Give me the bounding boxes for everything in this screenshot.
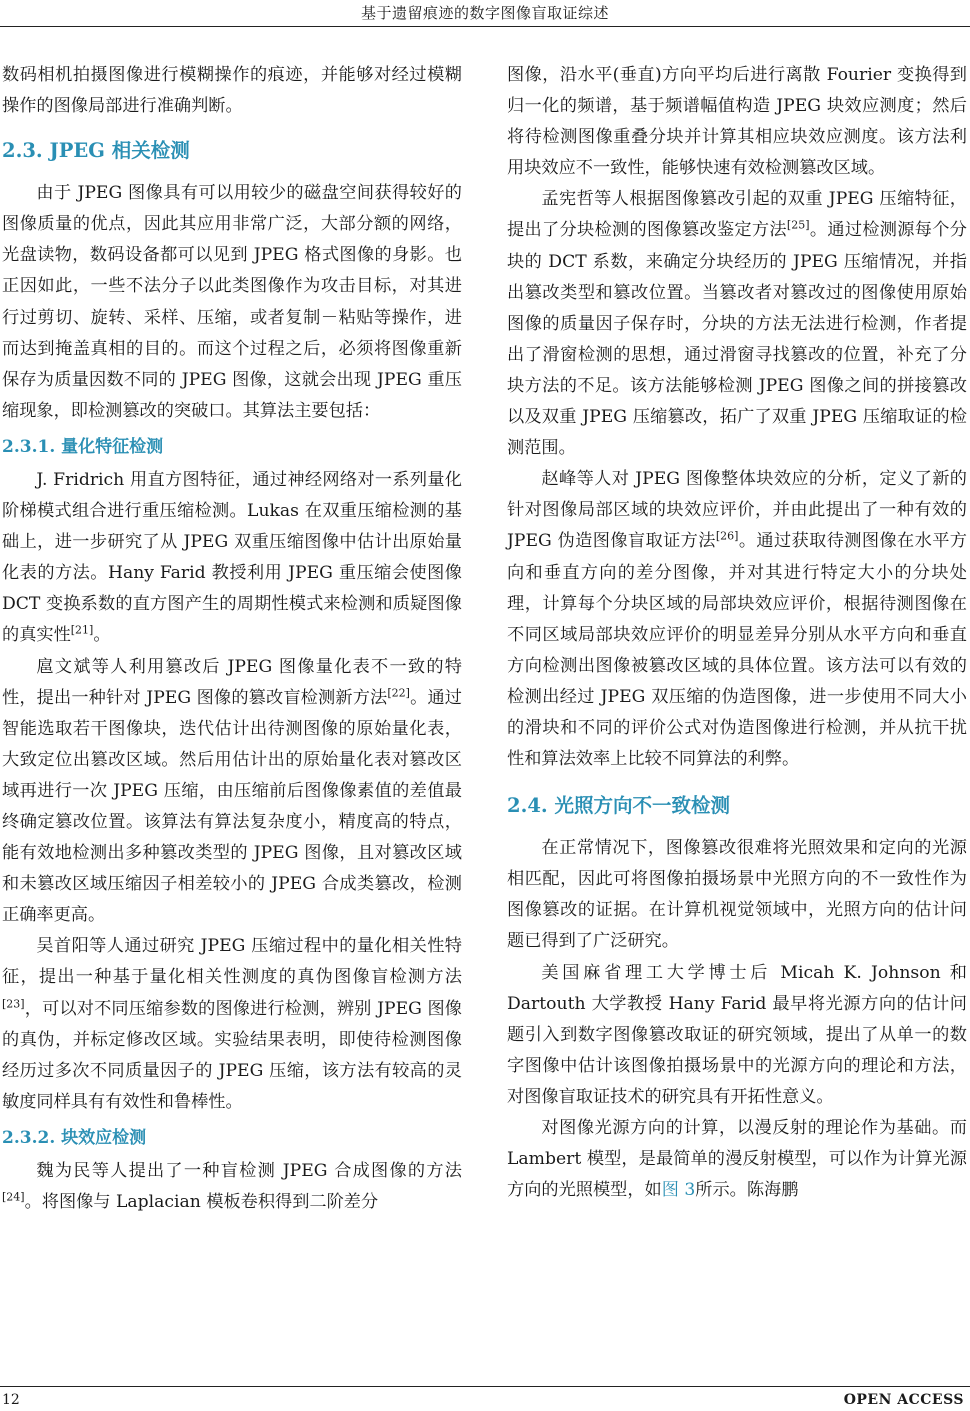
- paragraph-meng: [507, 184, 967, 464]
- paragraph-wu-text-b: ，可以对不同压缩参数的图像进行检测，辨别 JPEG 图像的真伪，并标定修改区域。实验结果表明，即使待检测图像经历过多次不同质量因子的 JPEG 压缩，该方法有较高的灵敏度同样具有有效性和鲁棒性。: [2, 998, 462, 1112]
- paragraph-wei: [2, 1156, 462, 1218]
- citation-25: [25]: [786, 218, 810, 232]
- citation-24: [24]: [2, 1190, 25, 1204]
- paragraph-lambert: [507, 1113, 967, 1206]
- paragraph-wei-text-a: 魏为民等人提出了一种盲检测 JPEG 合成图像的方法: [36, 1160, 462, 1181]
- paragraph-jpeg-intro: 由于 JPEG 图像具有可以用较少的磁盘空间获得较好的图像质量的优点，因此其应用非常广泛，大部分额的网络，光盘读物，数码设备都可以见到 JPEG 格式图像的身影。也正因如此，一些不法分子以此类图像作为攻击目标，对其进行过剪切、旋转、采样、压缩，或者复制－粘贴等操作，进而达到掩盖真相的目的。而这个过程之后，必须将图像重新保存为质量因数不同的 JPEG 图像，这就会出现 JPEG 重压缩现象，即检测篡改的突破口。其算法主要包括：: [2, 183, 462, 421]
- subsection-heading-2-3-2: 2.3.2. 块效应检测: [2, 1127, 147, 1148]
- header-rule: [0, 26, 970, 27]
- subsection-heading-2-3-1: 2.3.1. 量化特征检测: [2, 436, 164, 457]
- running-head: 基于遗留痕迹的数字图像盲取证综述: [360, 4, 609, 22]
- section-heading-2-4: 2.4. 光照方向不一致检测: [507, 794, 731, 818]
- section-heading-2-3: 2.3. JPEG 相关检测: [2, 139, 190, 163]
- paragraph-continuation-left: 数码相机拍摄图像进行模糊操作的痕迹，并能够对经过模糊操作的图像局部进行准确判断。: [2, 65, 462, 117]
- paragraph-wu-text-a: 吴首阳等人通过研究 JPEG 压缩过程中的量化相关性特征，提出一种基于量化相关性测度的真伪图像盲检测方法: [2, 936, 462, 988]
- paragraph-zhao-text-b: 。通过获取待测图像在水平方向和垂直方向的差分图像，并对其进行特定大小的分块处理，计算每个分块区域的局部块效应评价，根据待测图像在不同区域局部块效应评价的明显差异分别从水平方向和垂直方向检测出图像被篡改区域的具体位置。该方法可以有效的检测出经过 JPEG 双压缩的伪造图像，进一步使用不同大小的滑块和不同的评价公式对伪造图像进行检测，并从抗干扰性和算法效率上比较不同算法的利弊。: [507, 531, 967, 770]
- paragraph-zhao-text-a: 赵峰等人对 JPEG 图像整体块效应的分析，定义了新的针对图像局部区域的块效应评价，并由此提出了一种有效的 JPEG 伪造图像盲取证方法: [507, 469, 967, 552]
- citation-23: [23]: [2, 996, 25, 1010]
- paragraph-fridrich-text: J. Fridrich 用直方图特征，通过神经网络对一系列量化阶梯模式组合进行重压缩检测。Lukas 在双重压缩检测的基础上，进一步研究了从 JPEG 双重压缩图像中估计出原始量化表的方法。Hany Farid 教授利用 JPEG 重压缩会使图像 DCT 变换系数的直方图产生的周期性模式来检测和质疑图像的真实性: [2, 469, 462, 646]
- citation-22: [22]: [387, 685, 410, 699]
- right-column: [507, 60, 967, 1206]
- paragraph-lighting: 在正常情况下，图像篡改很难将光照效果和定向的光源相匹配，因此可将图像拍摄场景中光照方向的不一致性作为图像篡改的证据。在计算机视觉领域中，光照方向的估计问题已得到了广泛研究。: [507, 838, 967, 952]
- left-column: [2, 60, 462, 1218]
- paragraph-fridrich: [2, 465, 462, 652]
- paragraph-hu: [2, 652, 462, 932]
- paragraph-fridrich-end: 。: [93, 625, 111, 646]
- citation-26: [26]: [715, 529, 739, 543]
- paragraph-meng-text-a: 孟宪哲等人根据图像篡改引起的双重 JPEG 压缩特征，提出了分块检测的图像篡改鉴定方法: [507, 189, 967, 241]
- open-access-label: OPEN ACCESS: [843, 1392, 964, 1408]
- paragraph-lambert-text-a: 对图像光源方向的计算，以漫反射的理论作为基础。而 Lambert 模型，是最简单的漫反射模型，可以作为计算光源方向的光照模型，如: [507, 1118, 967, 1201]
- paragraph-wu: [2, 931, 462, 1118]
- paragraph-wei-text-b: 。将图像与 Laplacian 模板卷积得到二阶差分: [24, 1192, 379, 1212]
- paragraph-hu-text-a: 扈文斌等人利用篡改后 JPEG 图像量化表不一致的特性，提出一种针对 JPEG 图像的篡改盲检测新方法: [2, 656, 462, 708]
- paragraph-lambert-text-b: 所示。陈海鹏: [695, 1180, 799, 1201]
- figure-3-link[interactable]: 图 3: [661, 1180, 696, 1201]
- page-number: 12: [2, 1392, 20, 1408]
- paragraph-hu-text-b: 。通过智能选取若干图像块，迭代估计出待测图像的原始量化表，大致定位出篡改区域。然后用估计出的原始量化表对篡改区域再进行一次 JPEG 压缩，由压缩前后图像像素值的差值最终确定篡改位置。该算法有算法复杂度小，精度高的特点，能有效地检测出多种篡改类型的 JPEG 图像，且对篡改区域和未篡改区域压缩因子相差较小的 JPEG 合成类篡改，检测正确率更高。: [2, 687, 462, 926]
- footer-rule: [0, 1386, 970, 1387]
- paragraph-continuation-right: 图像，沿水平(垂直)方向平均后进行离散 Fourier 变换得到归一化的频谱，基于频谱幅值构造 JPEG 块效应测度；然后将待检测图像重叠分块并计算其相应块效应测度。该方法利用块效应不一致性，能够快速有效检测篡改区域。: [507, 65, 967, 179]
- paragraph-zhao: [507, 464, 967, 775]
- paragraph-mit: 美国麻省理工大学博士后 Micah K. Johnson 和 Dartouth 大学教授 Hany Farid 最早将光源方向的估计问题引入到数字图像篡改取证的研究领域，提出了从单一的数字图像中估计该图像拍摄场景中的光源方向的理论和方法，对图像盲取证技术的研究具有开拓性意义。: [507, 962, 967, 1107]
- citation-21: [21]: [70, 623, 94, 637]
- paragraph-meng-text-b: 。通过检测源每个分块的 DCT 系数，来确定分块经历的 JPEG 压缩情况，并指出篡改类型和篡改位置。当篡改者对篡改过的图像使用原始图像的质量因子保存时，分块的方法无法进行检测，作者提出了滑窗检测的思想，通过滑窗寻找篡改的位置，补充了分块方法的不足。该方法能够检测 JPEG 图像之间的拼接篡改以及双重 JPEG 压缩篡改，拓广了双重 JPEG 压缩取证的检测范围。: [507, 220, 967, 459]
